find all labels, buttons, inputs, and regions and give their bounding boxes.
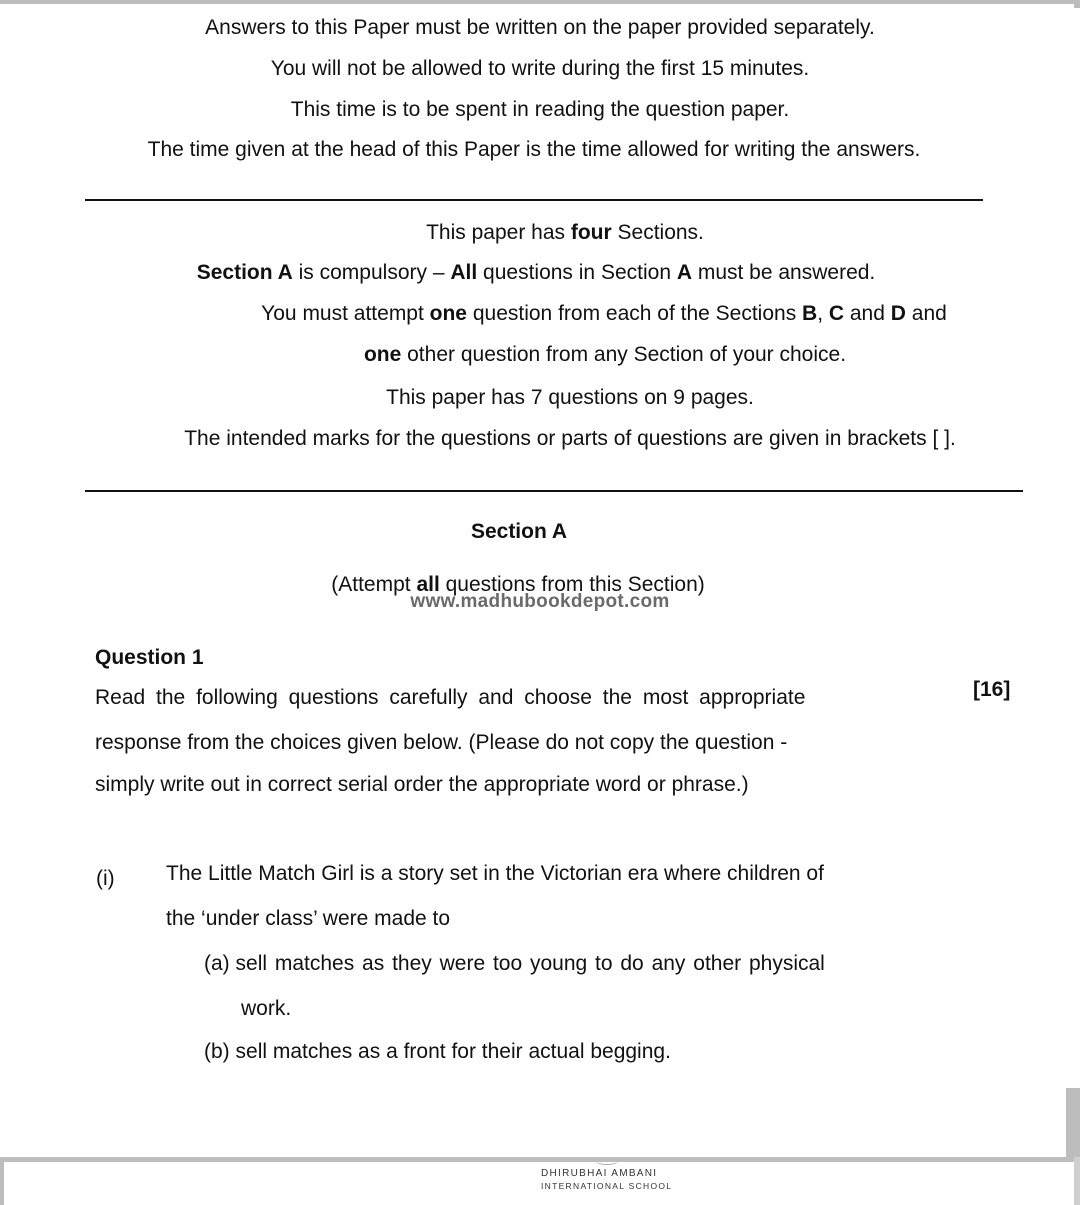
paper-info-line — [64, 302, 1080, 326]
text: other question from any Section of your choice. — [401, 343, 847, 366]
option-label: (a) — [204, 952, 230, 975]
bold-text: B — [802, 302, 818, 325]
instruction-line: The time given at the head of this Paper is the time allowed for writing the answers. — [147, 138, 921, 161]
logo-line: DHIRUBHAI AMBANI — [541, 1168, 658, 1179]
bold-text: A — [676, 261, 692, 284]
option-label: (b) — [204, 1040, 230, 1063]
bold-text: all — [416, 573, 440, 596]
bold-text: D — [890, 302, 906, 325]
paper-info-line — [0, 261, 1076, 285]
question-marks: [16] — [973, 678, 1011, 701]
school-logo — [541, 1168, 672, 1192]
instruction-line: You will not be allowed to write during the first 15 minutes. — [270, 57, 810, 80]
option-text: sell matches as they were too young to do any other physical — [235, 952, 825, 975]
text: questions in Section — [477, 261, 677, 284]
text: , — [817, 302, 829, 325]
text: must be answered. — [692, 261, 876, 284]
instruction-line: This time is to be spent in reading the question paper. — [290, 98, 790, 121]
page-border-right — [1066, 1088, 1080, 1158]
sub-question-number: (i) — [96, 867, 115, 890]
page-border-bottom — [0, 1157, 1080, 1162]
text: is compulsory – — [292, 261, 451, 284]
school-logo-arc — [596, 1158, 618, 1165]
text: Sections. — [611, 221, 704, 244]
text: questions from this Section) — [439, 573, 705, 596]
option-a — [204, 952, 825, 976]
page-border-left — [0, 1157, 4, 1205]
section-title: Section A — [470, 520, 568, 543]
instruction-line: Answers to this Paper must be written on the paper provided separately. — [205, 16, 875, 39]
question-text: Read the following questions carefully and choose the most appropriate — [95, 686, 806, 709]
bold-text: C — [828, 302, 845, 325]
option-b — [204, 1040, 671, 1064]
sub-question-text: The Little Match Girl is a story set in the Victorian era where children of — [166, 862, 824, 885]
bold-text: Section A — [196, 261, 293, 284]
text: (Attempt — [331, 573, 417, 596]
logo-line: INTERNATIONAL SCHOOL — [541, 1181, 673, 1191]
option-text: sell matches as a front for their actual begging. — [235, 1040, 671, 1063]
page-border-right-lower — [1074, 1157, 1080, 1205]
text: question from each of the Sections — [467, 302, 803, 325]
paper-info-line: This paper has 7 questions on 9 pages. — [386, 386, 754, 409]
paper-info-line: The intended marks for the questions or parts of questions are given in brackets [ ]. — [184, 427, 956, 450]
option-a-continued: work. — [241, 997, 292, 1020]
page-border-top — [0, 0, 1080, 4]
bold-text: one — [429, 302, 467, 325]
watermark: www.madhubookdepot.com — [410, 591, 670, 612]
text: This paper has — [426, 221, 571, 244]
divider — [85, 199, 983, 201]
paper-info-line — [25, 221, 1080, 245]
question-text: response from the choices given below. (Please do not copy the question - — [95, 731, 788, 754]
text: and — [844, 302, 891, 325]
divider — [85, 490, 1023, 492]
question-title: Question 1 — [95, 646, 204, 669]
text: and — [905, 302, 947, 325]
question-text: simply write out in correct serial order the appropriate word or phrase.) — [95, 773, 749, 796]
paper-info-line — [65, 343, 1080, 367]
page-border-top-right — [1074, 0, 1080, 8]
bold-text: one — [363, 343, 402, 366]
bold-text: four — [570, 221, 612, 244]
text: You must attempt — [261, 302, 430, 325]
sub-question-text: the ‘under class’ were made to — [166, 907, 451, 930]
bold-text: All — [450, 261, 478, 284]
